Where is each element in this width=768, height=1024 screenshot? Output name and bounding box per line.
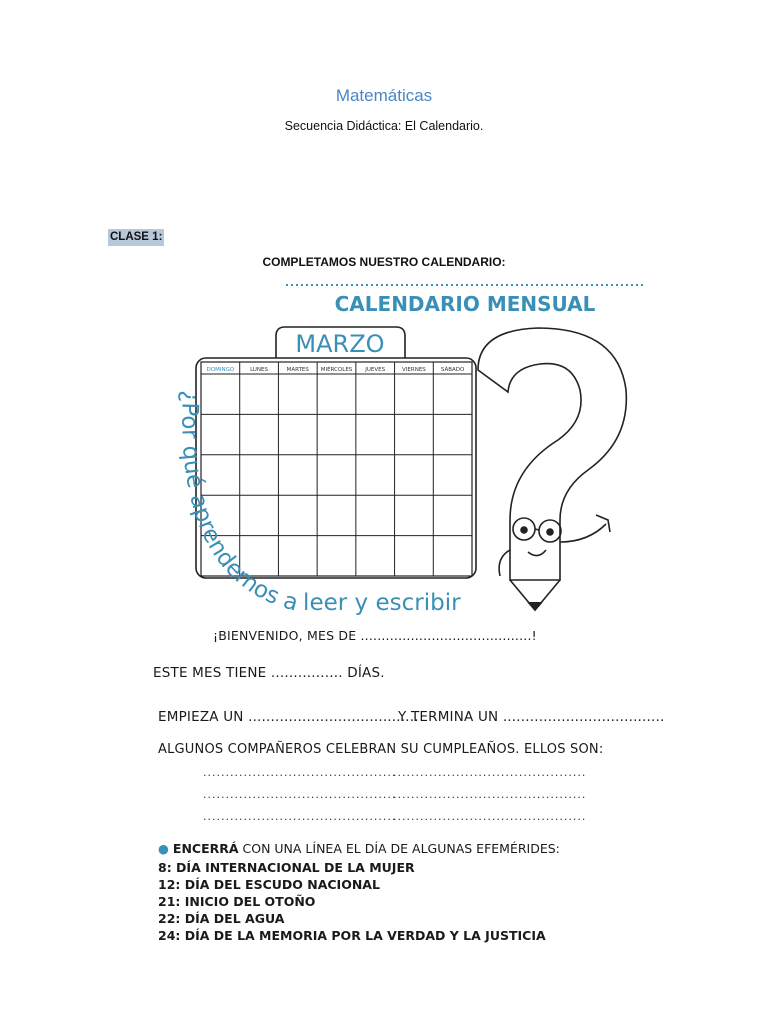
birthday-blank: ...........................................	[393, 810, 587, 823]
efemeride-item: 12: DÍA DEL ESCUDO NACIONAL	[158, 877, 380, 892]
efemerides-title-rest: CON UNA LÍNEA EL DÍA DE ALGUNAS EFEMÉRIDES:	[238, 841, 560, 856]
class-label: CLASE 1:	[108, 229, 164, 246]
days-line: ESTE MES TIENE ................ DÍAS.	[153, 665, 385, 681]
weekday-label: LUNES	[250, 367, 269, 373]
weekday-row	[207, 365, 465, 373]
weekday-label: VIERNES	[402, 367, 426, 373]
document-subject: Matemáticas	[335, 86, 433, 105]
starts-line: EMPIEZA UN ......................................	[158, 709, 419, 725]
welcome-line: ¡BIENVENIDO, MES DE .........................................!	[213, 628, 537, 643]
section-heading: COMPLETAMOS NUESTRO CALENDARIO:	[262, 255, 506, 269]
document-subtitle: Secuencia Didáctica: El Calendario.	[284, 119, 484, 133]
efemerides-title	[158, 841, 560, 856]
weekday-label: JUEVES	[365, 367, 386, 373]
birthday-blank: ...........................................	[393, 788, 587, 801]
worksheet-title: CALENDARIO MENSUAL	[334, 292, 596, 316]
efemerides-title-bold: ENCERRÁ	[172, 841, 239, 856]
pencil-question-mark-icon	[478, 328, 626, 610]
brand-text: ¿Por qué aprendemos a leer y escribir	[176, 389, 461, 617]
birthday-blank: ...........................................	[393, 766, 587, 779]
calendar-frame	[196, 358, 476, 578]
grid-border	[201, 362, 472, 576]
ends-line: Y TERMINA UN ....................................	[398, 709, 665, 725]
weekday-label: SÁBADO	[440, 367, 465, 373]
birthdays-line: ALGUNOS COMPAÑEROS CELEBRAN SU CUMPLEAÑOS. ELLOS SON:	[158, 742, 604, 757]
efemeride-item: 8: DÍA INTERNACIONAL DE LA MUJER	[158, 860, 415, 875]
weekday-label: MARTES	[286, 367, 309, 373]
birthday-blank: ...........................................	[203, 766, 397, 779]
month-label: MARZO	[295, 330, 385, 358]
bullet-icon: ●	[158, 841, 169, 856]
weekday-label: DOMINGO	[206, 367, 235, 373]
efemeride-item: 22: DÍA DEL AGUA	[158, 911, 285, 926]
calendar-grid	[201, 362, 472, 576]
efemeride-item: 21: INICIO DEL OTOÑO	[158, 894, 316, 909]
weekday-label: MIÉRCOLES	[320, 367, 353, 373]
efemeride-item: 24: DÍA DE LA MEMORIA POR LA VERDAD Y LA JUSTICIA	[158, 928, 546, 943]
birthday-blank: ...........................................	[203, 788, 397, 801]
calendar-worksheet	[148, 280, 648, 630]
birthday-blank: ...........................................	[203, 810, 397, 823]
